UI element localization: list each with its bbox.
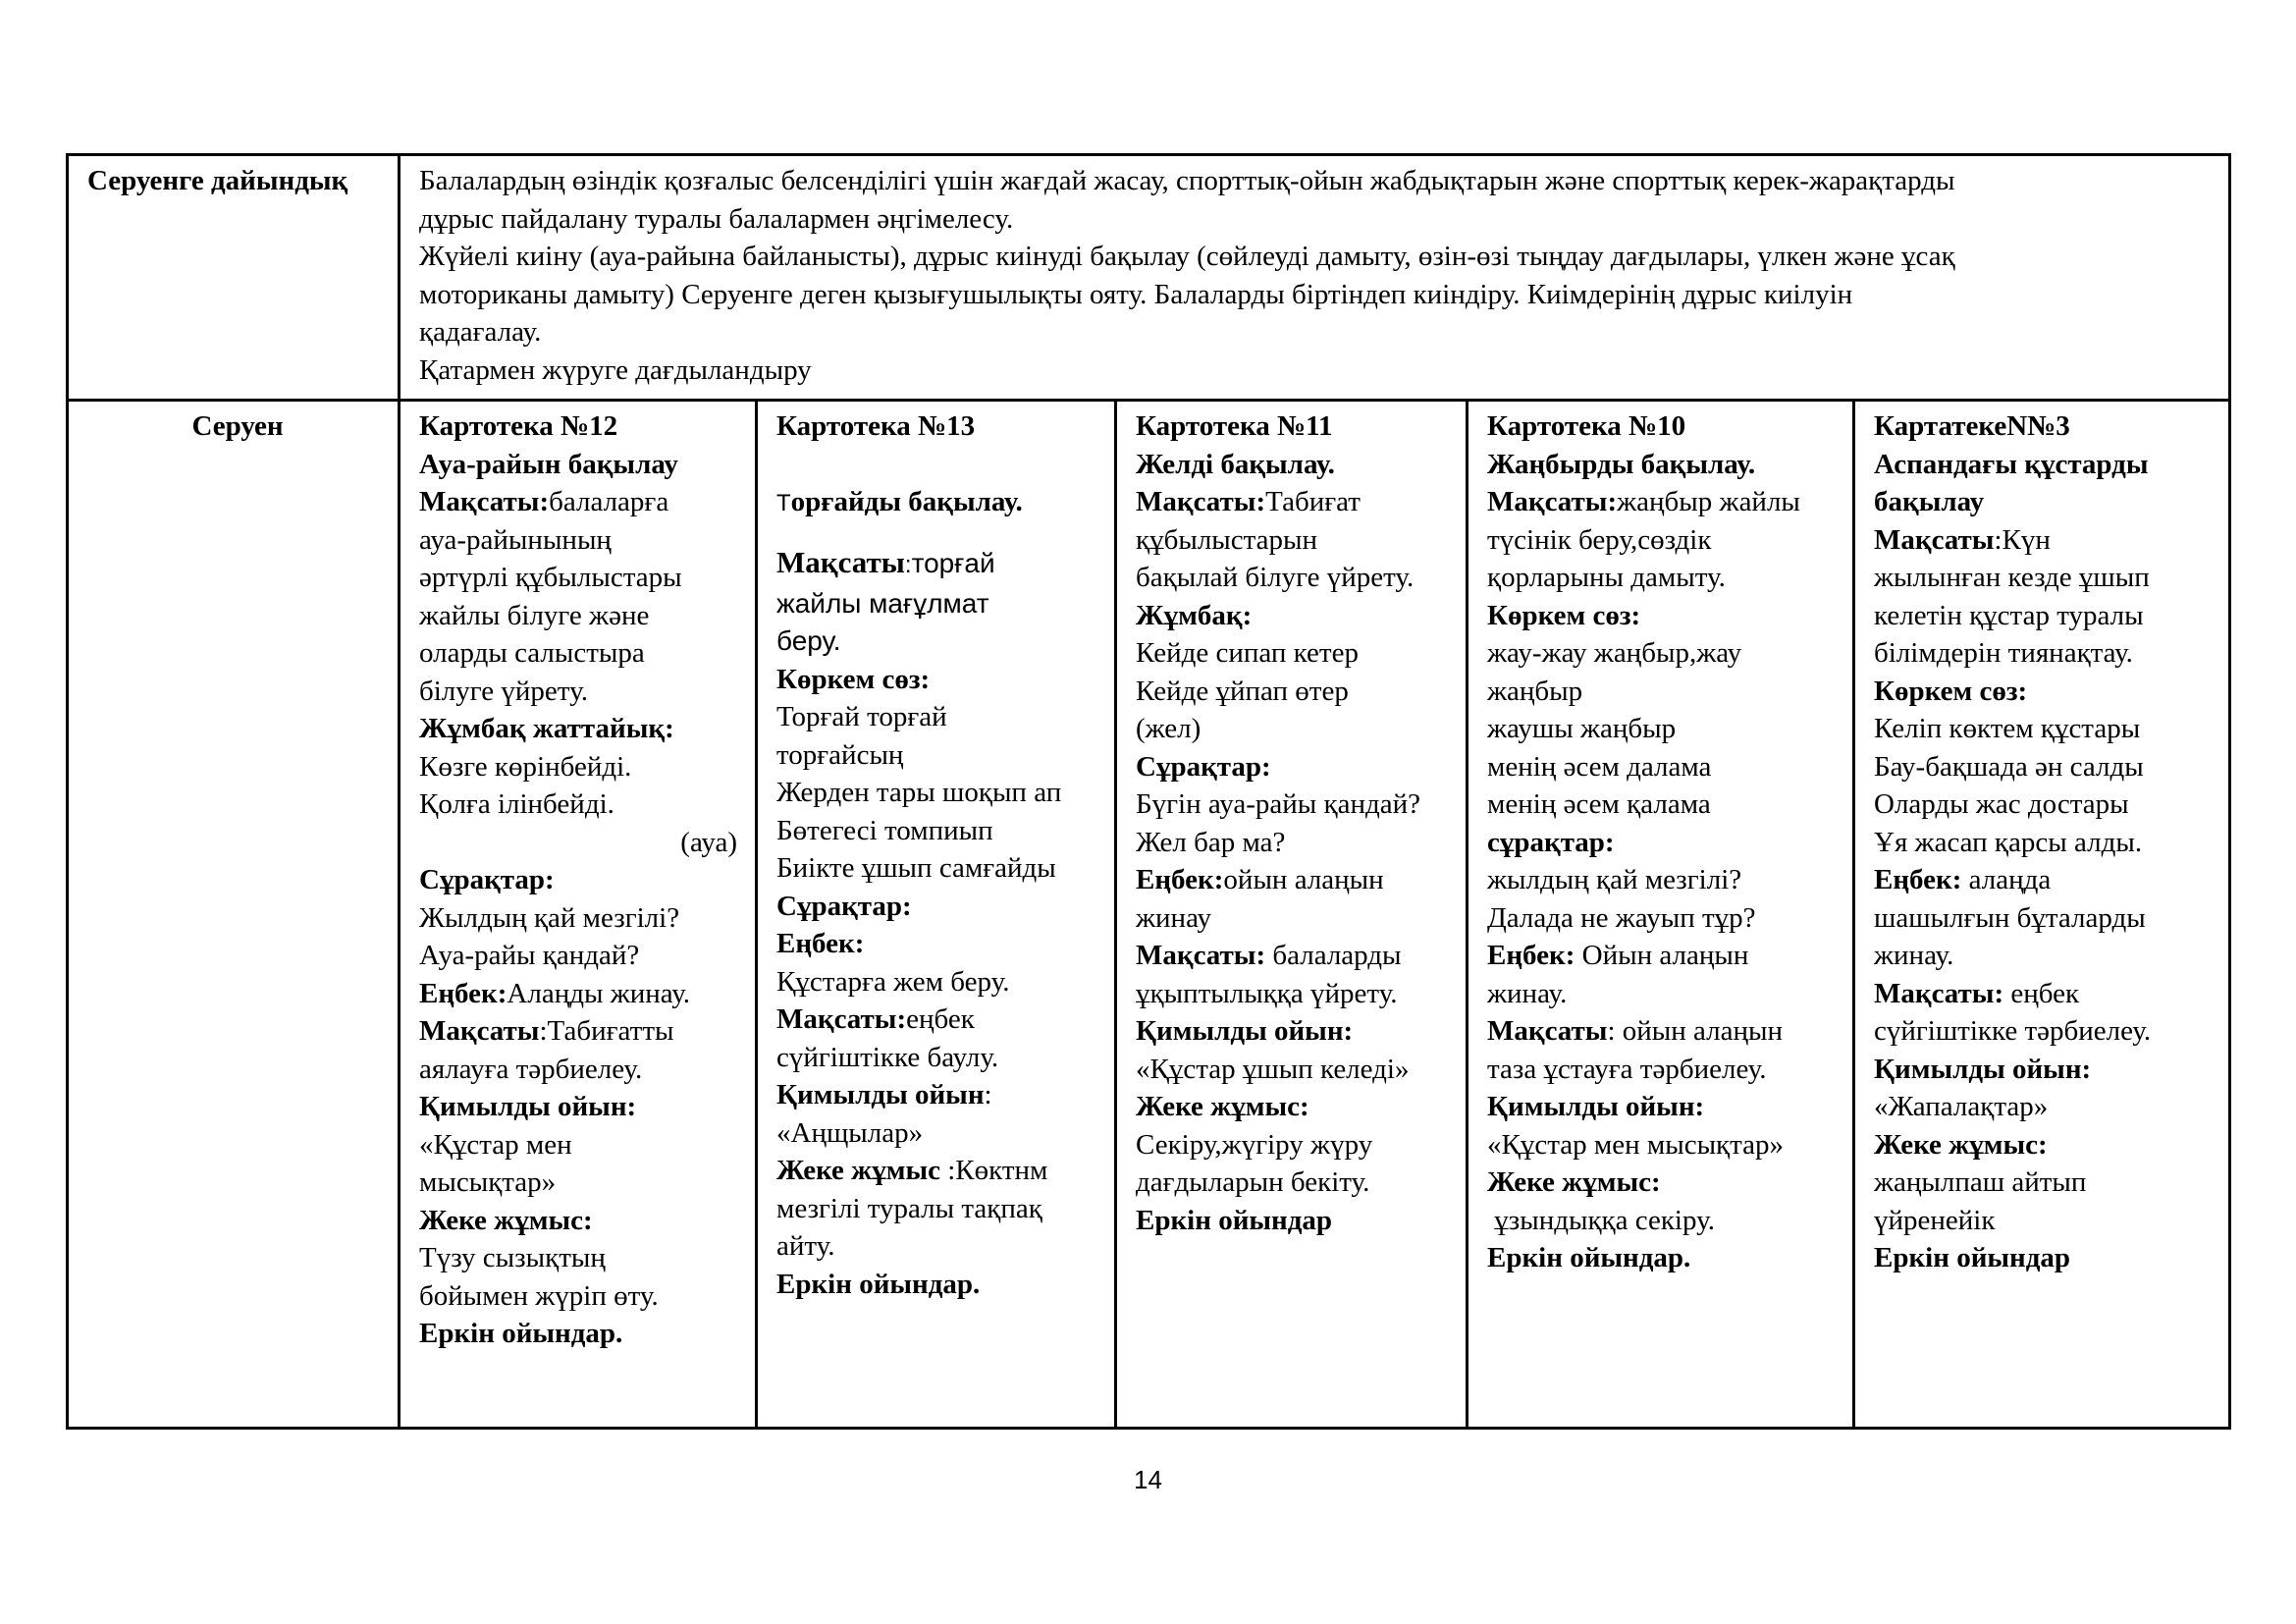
card-subtitle: Аспандағы құстарды: [1874, 448, 2149, 480]
card-key: Еңбек:: [1487, 940, 1575, 971]
card-line: қорларыны дамыту.: [1487, 562, 1726, 593]
card-line: [1874, 521, 2218, 560]
walk-label-text: Серуен: [191, 410, 284, 442]
card-heading: Жеке жұмыс:: [1136, 1091, 1309, 1122]
card-line: [776, 544, 1104, 585]
card-value: :Көктнм: [939, 1155, 1048, 1186]
card-value: :Табиғатты: [539, 1015, 674, 1047]
card-line: [1487, 1012, 1842, 1051]
card-key: Еңбек:: [419, 977, 507, 1009]
card-heading: Көркем сөз:: [1487, 599, 1641, 631]
card-key: Мақсаты:: [1874, 977, 2004, 1009]
card-heading: Сұрақтар:: [776, 890, 912, 922]
card-line: «Құстар мен: [419, 1128, 572, 1161]
card-line: (жел): [1136, 713, 1201, 744]
card-line: Кейде ұйпап өтер: [1136, 675, 1349, 707]
card-line: торғайсың: [776, 738, 904, 771]
card-value: ойын алаңын: [1223, 864, 1384, 895]
card-title: Картотека №12: [419, 410, 618, 442]
card-heading: сұрақтар:: [1487, 826, 1615, 858]
card-line: [419, 975, 745, 1013]
card-key: Мақсаты:: [1487, 486, 1618, 517]
card-line: білуге үйрету.: [419, 675, 588, 707]
card-title: Картотека №13: [776, 410, 976, 442]
card-line: жинау: [1136, 901, 1211, 934]
walk-label: [68, 401, 400, 1429]
card-line: жылынған кезде ұшып: [1874, 562, 2150, 593]
spacer: [776, 522, 1104, 544]
card-line: мысықтар»: [419, 1166, 557, 1198]
prep-content: [400, 155, 2230, 401]
card-line: Ұя жасап қарсы алды.: [1874, 826, 2143, 858]
card-heading: Қимылды ойын:: [1487, 1091, 1705, 1122]
card-line: Ауа-райы қандай?: [419, 940, 640, 971]
card-key: Мақсаты: [1487, 1015, 1608, 1047]
card-line: [1136, 861, 1456, 899]
card-line: [776, 1001, 1104, 1039]
card-initial: Т: [776, 489, 791, 516]
card-line: сүйгіштікке тәрбиелеу.: [1874, 1015, 2152, 1047]
card-value: жаңбыр жайлы: [1617, 486, 1800, 517]
card-line: ауа-райынының: [419, 523, 612, 556]
card-line: оларды салыстыра: [419, 637, 645, 669]
card-line: жаңбыр: [1487, 675, 1583, 707]
prep-label-text: Серуенге дайындық: [87, 165, 348, 196]
prep-line: Қатармен жүруге дағдыландыру: [419, 353, 812, 386]
card-line: Бүгін ауа-райы қандай?: [1136, 788, 1421, 820]
walk-card-12: [400, 401, 757, 1429]
card-value: алаңда: [1961, 864, 2052, 895]
card-heading: Сұрақтар:: [419, 864, 555, 895]
card-subtitle: бақылау: [1874, 486, 1985, 517]
prep-line: қадағалау.: [419, 316, 542, 348]
card-line: «Аңщылар»: [776, 1116, 924, 1149]
card-line: «Құстар мен мысықтар»: [1487, 1128, 1785, 1161]
card-line: Жерден тары шоқып ап: [776, 777, 1062, 808]
card-heading: Еркін ойындар: [1136, 1204, 1333, 1236]
card-title: Картотека №10: [1487, 410, 1686, 442]
card-heading: Еркін ойындар: [1874, 1242, 2071, 1273]
prep-line: Балалардың өзіндік қозғалыс белсенділігі үшін жағдай жасау, спорттық-ойын жабдықтарын және спорттық керек-жарақтарды: [419, 165, 1955, 196]
card-key: Мақсаты:: [1136, 486, 1266, 517]
card-line: үйренейік: [1874, 1204, 1996, 1236]
card-line: Қолға ілінбейді.: [419, 788, 614, 820]
card-key: Жеке жұмыс: [776, 1155, 940, 1186]
card-line: Биікте ұшып самғайды: [776, 852, 1056, 884]
card-heading: Жұмбақ жаттайық:: [419, 713, 674, 744]
card-line: Торғай торғай: [776, 701, 947, 732]
prep-line: моториканы дамыту) Серуенге деген қызығушылықты ояту. Балаларды біртіндеп киіндіру. Киімдерінің дұрыс киілуін: [419, 278, 1853, 310]
card-heading: Жеке жұмыс:: [1874, 1128, 2048, 1161]
card-line: таза ұстауға тәрбиелеу.: [1487, 1053, 1767, 1085]
card-line: жайлы білуге және: [419, 599, 650, 631]
card-line: жаушы жаңбыр: [1487, 713, 1677, 744]
card-line: ұзындыққа секіру.: [1487, 1204, 1715, 1236]
card-value: : ойын алаңын: [1607, 1015, 1784, 1047]
card-subtitle: [776, 483, 1104, 523]
card-line: [776, 1076, 1104, 1114]
card-line: [1487, 483, 1842, 521]
plan-table: [66, 153, 2231, 1430]
card-key: Еңбек:: [1136, 864, 1224, 895]
card-line: Түзу сызықтың: [419, 1242, 606, 1273]
card-line: Бөтегесі томпиып: [776, 814, 993, 846]
walk-card-13: [757, 401, 1116, 1429]
walk-card-11: [1116, 401, 1468, 1429]
card-key: Мақсаты:: [419, 486, 550, 517]
card-heading: Қимылды ойын:: [1874, 1053, 2092, 1085]
card-line: менің әсем далама: [1487, 750, 1712, 783]
card-line: Секіру,жүгіру жүру: [1136, 1128, 1373, 1161]
card-heading: Еркін ойындар.: [419, 1318, 623, 1349]
card-line: беру.: [776, 625, 841, 656]
walk-card-10: [1468, 401, 1854, 1429]
prep-label: [68, 155, 400, 401]
card-line: [1136, 937, 1456, 975]
walk-row: [68, 401, 2230, 1429]
card-title: КартатекеN№3: [1874, 410, 2070, 442]
card-value: :Күн: [1994, 523, 2051, 556]
card-line: [776, 1152, 1104, 1190]
page-number: 14: [1134, 1465, 1162, 1494]
card-line: дағдыларын бекіту.: [1136, 1166, 1370, 1198]
card-value: балаларға: [549, 486, 669, 517]
card-heading: Қимылды ойын:: [1136, 1015, 1354, 1047]
card-line: [1874, 975, 2218, 1013]
card-key: Қимылды ойын: [776, 1079, 985, 1110]
spacer: [776, 446, 1104, 483]
card-line: [419, 483, 745, 521]
card-subtitle-rest: орғайды бақылау.: [790, 485, 1023, 517]
card-line: жылдың қай мезгілі?: [1487, 864, 1742, 895]
walk-card-3: [1854, 401, 2230, 1429]
card-answer: (ауа): [680, 826, 737, 858]
card-heading: Көркем сөз:: [776, 663, 931, 695]
card-line: Көзге көрінбейді.: [419, 750, 632, 783]
card-line: Бау-бақшада ән салды: [1874, 750, 2144, 783]
prep-line: Жүйелі киіну (ауа-райына байланысты), дұрыс киінуді бақылау (сөйлеуді дамыту, өзін-өзі тыңдау дағдылары, үлкен және ұсақ: [419, 241, 1955, 272]
card-line: ұқыптылыққа үйрету.: [1136, 977, 1398, 1009]
prep-line: дұрыс пайдалану туралы балалармен әңгімелесу.: [419, 202, 1014, 235]
card-value: балаларды: [1265, 940, 1402, 971]
card-value: торғай: [911, 548, 995, 578]
card-title: Картотека №11: [1136, 410, 1333, 442]
card-value: Табиғат: [1265, 486, 1361, 517]
card-value: Алаңды жинау.: [507, 977, 691, 1009]
card-line: бақылай білуге үйрету.: [1136, 562, 1415, 593]
card-line: түсінік беру,сөздік: [1487, 523, 1712, 556]
card-key: Мақсаты: [1874, 523, 1995, 556]
card-heading: Еңбек:: [776, 928, 865, 959]
card-line: аялауға тәрбиелеу.: [419, 1053, 643, 1085]
card-line: Келіп көктем құстары: [1874, 713, 2141, 744]
card-heading: Жеке жұмыс:: [1487, 1166, 1661, 1198]
card-heading: Еркін ойындар.: [1487, 1242, 1691, 1273]
card-line: Құстарға жем беру.: [776, 965, 1010, 998]
card-line: Оларды жас достары: [1874, 788, 2129, 820]
card-heading: Көркем сөз:: [1874, 675, 2028, 707]
card-line: Далада не жауып тұр?: [1487, 901, 1756, 934]
card-line: бойымен жүріп өту.: [419, 1279, 659, 1312]
card-subtitle: Желді бақылау.: [1136, 448, 1335, 480]
card-subtitle: Жаңбырды бақылау.: [1487, 448, 1756, 480]
card-line: [1136, 483, 1456, 521]
card-line: жайлы мағұлмат: [776, 587, 989, 619]
card-heading: Жұмбақ:: [1136, 599, 1253, 631]
card-line: жинау.: [1874, 940, 1954, 971]
card-line: шашылғын бұталарды: [1874, 901, 2146, 934]
card-line: менің әсем қалама: [1487, 788, 1711, 820]
card-key: Мақсаты:: [1136, 940, 1266, 971]
card-line: жинау.: [1487, 977, 1568, 1009]
card-line: Кейде сипап кетер: [1136, 637, 1359, 669]
card-heading: Жеке жұмыс:: [419, 1204, 593, 1236]
card-value: :: [984, 1079, 992, 1110]
card-heading: Сұрақтар:: [1136, 750, 1271, 783]
card-subtitle: Ауа-райын бақылау: [419, 448, 678, 480]
card-line: Жел бар ма?: [1136, 826, 1286, 858]
card-line: мезгілі туралы тақпақ: [776, 1192, 1042, 1224]
card-value: еңбек: [906, 1003, 975, 1035]
card-key: Мақсаты: [776, 545, 905, 579]
card-heading: Қимылды ойын:: [419, 1091, 637, 1122]
card-line: Жылдың қай мезгілі?: [419, 901, 680, 934]
card-line: жау-жау жаңбыр,жау: [1487, 637, 1742, 669]
card-line: «Жапалақтар»: [1874, 1091, 2049, 1122]
card-line: сүйгіштікке баулу.: [776, 1041, 999, 1073]
card-line: [1874, 861, 2218, 899]
card-value: еңбек: [2003, 977, 2080, 1009]
card-line: «Құстар ұшып келеді»: [1136, 1053, 1410, 1085]
card-line: құбылыстарын: [1136, 523, 1318, 556]
card-line: келетін құстар туралы: [1874, 599, 2144, 631]
card-key: Еңбек:: [1874, 864, 1962, 895]
card-line: [419, 1012, 745, 1051]
card-line: айту.: [776, 1230, 835, 1262]
card-heading: Еркін ойындар.: [776, 1268, 981, 1300]
card-key: Мақсаты:: [776, 1003, 907, 1035]
card-value: Ойын алаңын: [1575, 940, 1749, 971]
card-line: [1487, 937, 1842, 975]
card-line: әртүрлі құбылыстары: [419, 562, 682, 593]
prep-row: [68, 155, 2230, 401]
card-colon: :: [904, 552, 912, 578]
card-key: Мақсаты: [419, 1015, 540, 1047]
card-line: жаңылпаш айтып: [1874, 1166, 2087, 1198]
card-line: білімдерін тиянақтау.: [1874, 637, 2133, 669]
